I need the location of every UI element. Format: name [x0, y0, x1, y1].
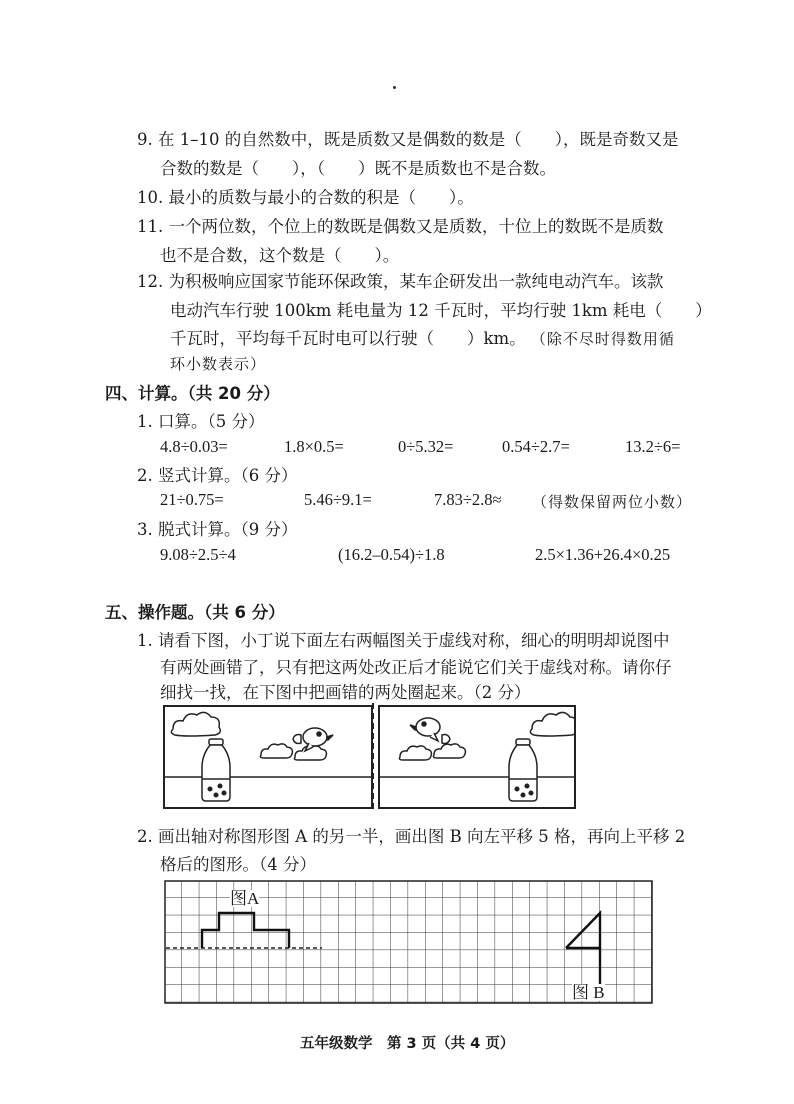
op-question-1-line2: 有两处画错了，只有把这两处改正后才能说它们关于虚线对称。请你仔 [160, 658, 672, 677]
stepwise-calc-3: 2.5×1.36+26.4×0.25 [535, 545, 671, 564]
left-scene [165, 707, 371, 807]
question-12-line1: 12. 为积极响应国家节能环保政策，某车企研发出一款纯电动汽车。该款 [137, 272, 664, 291]
bird-icon [293, 728, 333, 751]
question-9-line1: 9. 在 1–10 的自然数中，既是质数又是偶数的数是（ ），既是奇数又是 [137, 130, 679, 149]
section-4-title: 四、计算。（共 20 分） [105, 384, 280, 403]
op-question-1-line3: 细找一找，在下图中把画错的两处圈起来。（2 分） [160, 683, 531, 702]
oral-calc-5: 13.2÷6= [625, 437, 681, 456]
cloud-icon [530, 712, 574, 736]
oral-calc-2: 1.8×0.5= [284, 437, 344, 456]
cloud-icon [399, 746, 431, 760]
part-1-title: 1. 口算。（5 分） [137, 412, 265, 431]
cloud-icon [260, 744, 292, 758]
oral-calc-1: 4.8÷0.03= [160, 437, 228, 456]
bottle-icon [509, 739, 537, 801]
bird-icon [410, 718, 450, 744]
vertical-calc-1: 21÷0.75= [160, 490, 224, 509]
symmetry-axis-dashed [372, 703, 374, 809]
figure-a-label: 图A [230, 889, 260, 908]
question-11-line1: 11. 一个两位数，个位上的数既是偶数又是质数，十位上的数既不是质数 [137, 217, 664, 236]
section-5-title: 五、操作题。（共 6 分） [105, 603, 285, 622]
mirror-figure-right [378, 705, 576, 809]
question-12-line3 [170, 325, 675, 349]
question-10: 10. 最小的质数与最小的合数的积是（ ）。 [137, 188, 474, 207]
vertical-calc-3: 7.83÷2.8≈ [434, 490, 502, 509]
op-question-1-line1: 1. 请看下图，小丁说下面左右两幅图关于虚线对称，细心的明明却说图中 [137, 631, 670, 650]
stepwise-calc-2: (16.2–0.54)÷1.8 [338, 545, 445, 564]
speck [393, 86, 396, 89]
question-11-line2: 也不是合数，这个数是（ ）。 [160, 246, 400, 265]
figure-b-label: 图 B [572, 983, 605, 1002]
question-12-line3-main: 千瓦时，平均每千瓦时电可以行驶（ ）km。 [170, 329, 526, 348]
question-12-line4: 环小数表示） [170, 355, 267, 373]
bottle-icon [202, 739, 230, 801]
right-scene [380, 707, 574, 807]
cloud-icon [433, 744, 465, 758]
op-question-2-line1: 2. 画出轴对称图形图 A 的另一半，画出图 B 向左平移 5 格，再向上平移 2 [137, 827, 686, 846]
question-9-line2: 合数的数是（ ），（ ）既不是质数也不是合数。 [160, 159, 556, 178]
cloud-icon [171, 712, 220, 736]
mirror-figure-left [163, 705, 373, 809]
grid-figure [164, 880, 654, 1006]
oral-calc-3: 0÷5.32= [398, 437, 454, 456]
vertical-calc-2: 5.46÷9.1= [304, 490, 372, 509]
op-question-2-line2: 格后的图形。（4 分） [160, 855, 316, 874]
oral-calc-4: 0.54÷2.7= [502, 437, 570, 456]
part-3-title: 3. 脱式计算。（9 分） [137, 520, 298, 539]
rounding-note: （得数保留两位小数） [532, 493, 693, 511]
part-2-title: 2. 竖式计算。（6 分） [137, 466, 298, 485]
stepwise-calc-1: 9.08÷2.5÷4 [160, 545, 236, 564]
question-12-line2: 电动汽车行驶 100km 耗电量为 12 千瓦时，平均行驶 1km 耗电（ ） [170, 301, 712, 320]
question-12-note: （除不尽时得数用循 [530, 330, 675, 348]
page-footer: 五年级数学 第 3 页（共 4 页） [300, 1036, 515, 1052]
